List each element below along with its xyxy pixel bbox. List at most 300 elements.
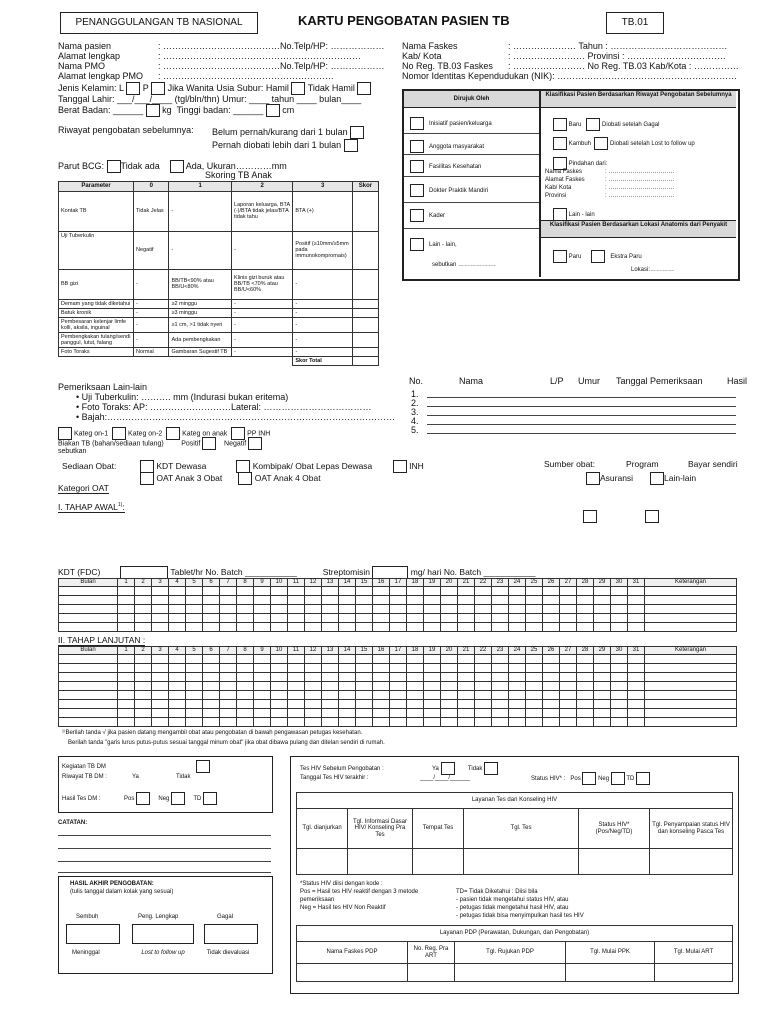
- day-cell[interactable]: [356, 614, 373, 623]
- day-cell[interactable]: [628, 691, 645, 700]
- ket-cell[interactable]: [645, 596, 737, 605]
- day-cell[interactable]: [339, 691, 356, 700]
- day-cell[interactable]: [237, 605, 254, 614]
- day-cell[interactable]: [135, 623, 152, 632]
- ket-cell[interactable]: [645, 682, 737, 691]
- day-cell[interactable]: [543, 605, 560, 614]
- day-cell[interactable]: [594, 664, 611, 673]
- bajah-field[interactable]: Bajah:……………………………………………………………………………………: [81, 411, 396, 422]
- day-cell[interactable]: [135, 664, 152, 673]
- day-cell[interactable]: [356, 691, 373, 700]
- day-cell[interactable]: [186, 596, 203, 605]
- day-cell[interactable]: [135, 596, 152, 605]
- day-cell[interactable]: [118, 691, 135, 700]
- day-cell[interactable]: [254, 587, 271, 596]
- day-cell[interactable]: [441, 605, 458, 614]
- day-cell[interactable]: [407, 623, 424, 632]
- day-cell[interactable]: [305, 623, 322, 632]
- day-cell[interactable]: [390, 682, 407, 691]
- bulan-cell[interactable]: [59, 691, 118, 700]
- checkbox-kambuh[interactable]: [553, 137, 567, 150]
- day-cell[interactable]: [475, 587, 492, 596]
- day-cell[interactable]: [118, 673, 135, 682]
- day-cell[interactable]: [169, 605, 186, 614]
- day-cell[interactable]: [526, 587, 543, 596]
- checkbox-dm-neg[interactable]: [171, 792, 185, 805]
- day-cell[interactable]: [390, 596, 407, 605]
- day-cell[interactable]: [118, 709, 135, 718]
- checkbox-hiv-td[interactable]: [636, 772, 650, 785]
- day-cell[interactable]: [237, 700, 254, 709]
- checkbox-positif[interactable]: [202, 437, 216, 450]
- day-cell[interactable]: [186, 700, 203, 709]
- day-cell[interactable]: [373, 587, 390, 596]
- checkbox-negatif[interactable]: [248, 437, 262, 450]
- pmo-field[interactable]: : …………………………………No.Telp/HP: ………………: [158, 60, 385, 71]
- day-cell[interactable]: [611, 718, 628, 727]
- day-cell[interactable]: [594, 673, 611, 682]
- day-cell[interactable]: [475, 718, 492, 727]
- day-cell[interactable]: [356, 673, 373, 682]
- day-cell[interactable]: [271, 673, 288, 682]
- day-cell[interactable]: [458, 709, 475, 718]
- day-cell[interactable]: [509, 605, 526, 614]
- day-cell[interactable]: [509, 700, 526, 709]
- day-cell[interactable]: [390, 709, 407, 718]
- day-cell[interactable]: [169, 587, 186, 596]
- day-cell[interactable]: [356, 718, 373, 727]
- checkbox-oat-4[interactable]: [238, 472, 252, 485]
- catatan-line[interactable]: [58, 861, 271, 862]
- day-cell[interactable]: [577, 700, 594, 709]
- day-cell[interactable]: [577, 655, 594, 664]
- day-cell[interactable]: [611, 700, 628, 709]
- day-cell[interactable]: [169, 655, 186, 664]
- day-cell[interactable]: [560, 673, 577, 682]
- day-cell[interactable]: [424, 700, 441, 709]
- day-cell[interactable]: [203, 700, 220, 709]
- foto-toraks-field[interactable]: Foto Toraks: AP: ………………………Lateral: ………………………………: [81, 401, 372, 412]
- day-cell[interactable]: [407, 709, 424, 718]
- checkbox-pernah[interactable]: [344, 139, 358, 152]
- day-cell[interactable]: [628, 605, 645, 614]
- checkbox-gagal[interactable]: [586, 118, 600, 131]
- nama-pasien-field[interactable]: : …………………………………No.Telp/HP: ………………: [158, 41, 385, 51]
- day-cell[interactable]: [339, 718, 356, 727]
- day-cell[interactable]: [118, 587, 135, 596]
- checkbox-tahap-2[interactable]: [645, 510, 659, 523]
- day-cell[interactable]: [441, 614, 458, 623]
- day-cell[interactable]: [169, 614, 186, 623]
- day-cell[interactable]: [560, 691, 577, 700]
- day-cell[interactable]: [271, 596, 288, 605]
- day-cell[interactable]: [509, 655, 526, 664]
- day-cell[interactable]: [322, 691, 339, 700]
- day-cell[interactable]: [254, 718, 271, 727]
- day-cell[interactable]: [424, 614, 441, 623]
- day-cell[interactable]: [203, 709, 220, 718]
- day-cell[interactable]: [577, 587, 594, 596]
- day-cell[interactable]: [475, 623, 492, 632]
- day-cell[interactable]: [441, 682, 458, 691]
- day-cell[interactable]: [203, 605, 220, 614]
- day-cell[interactable]: [611, 596, 628, 605]
- day-cell[interactable]: [441, 596, 458, 605]
- day-cell[interactable]: [237, 718, 254, 727]
- faskes-kab-field[interactable]: : …………………… Provinsi : ……………………………: [508, 50, 727, 61]
- day-cell[interactable]: [509, 691, 526, 700]
- day-cell[interactable]: [220, 596, 237, 605]
- day-cell[interactable]: [458, 691, 475, 700]
- day-cell[interactable]: [560, 614, 577, 623]
- day-cell[interactable]: [237, 587, 254, 596]
- day-cell[interactable]: [203, 623, 220, 632]
- day-cell[interactable]: [458, 700, 475, 709]
- day-cell[interactable]: [441, 664, 458, 673]
- day-cell[interactable]: [373, 655, 390, 664]
- day-cell[interactable]: [611, 709, 628, 718]
- day-cell[interactable]: [373, 718, 390, 727]
- day-cell[interactable]: [118, 596, 135, 605]
- day-cell[interactable]: [356, 623, 373, 632]
- day-cell[interactable]: [424, 605, 441, 614]
- day-cell[interactable]: [339, 673, 356, 682]
- day-cell[interactable]: [118, 682, 135, 691]
- day-cell[interactable]: [305, 682, 322, 691]
- kontak-line[interactable]: [427, 397, 736, 398]
- bulan-cell[interactable]: [59, 605, 118, 614]
- day-cell[interactable]: [475, 655, 492, 664]
- day-cell[interactable]: [560, 718, 577, 727]
- day-cell[interactable]: [628, 623, 645, 632]
- day-cell[interactable]: [492, 673, 509, 682]
- day-cell[interactable]: [611, 655, 628, 664]
- day-cell[interactable]: [492, 709, 509, 718]
- day-cell[interactable]: [373, 664, 390, 673]
- day-cell[interactable]: [492, 623, 509, 632]
- day-cell[interactable]: [271, 691, 288, 700]
- day-cell[interactable]: [271, 718, 288, 727]
- day-cell[interactable]: [526, 655, 543, 664]
- checkbox-dm-td[interactable]: [203, 792, 217, 805]
- day-cell[interactable]: [169, 700, 186, 709]
- checkbox-rujuk-4[interactable]: [410, 184, 424, 197]
- day-cell[interactable]: [220, 718, 237, 727]
- day-cell[interactable]: [356, 587, 373, 596]
- checkbox-tidak-ada[interactable]: [107, 160, 121, 173]
- day-cell[interactable]: [611, 673, 628, 682]
- day-cell[interactable]: [543, 596, 560, 605]
- day-cell[interactable]: [135, 709, 152, 718]
- day-cell[interactable]: [424, 718, 441, 727]
- day-cell[interactable]: [492, 614, 509, 623]
- checkbox-hiv-pos[interactable]: [582, 772, 596, 785]
- day-cell[interactable]: [526, 605, 543, 614]
- day-cell[interactable]: [169, 673, 186, 682]
- day-cell[interactable]: [186, 623, 203, 632]
- day-cell[interactable]: [118, 605, 135, 614]
- tanggal-lahir-field[interactable]: Tanggal Lahir: ___/___/____ (tgl/bln/thn) Umur: ____ tahun ____ bulan____: [58, 93, 362, 104]
- day-cell[interactable]: [492, 655, 509, 664]
- day-cell[interactable]: [322, 664, 339, 673]
- day-cell[interactable]: [237, 691, 254, 700]
- faskes-reg-field[interactable]: : …………………… No Reg. TB.03 Kab/Kota : ……………: [508, 60, 739, 71]
- day-cell[interactable]: [322, 605, 339, 614]
- day-cell[interactable]: [577, 691, 594, 700]
- day-cell[interactable]: [424, 596, 441, 605]
- day-cell[interactable]: [577, 682, 594, 691]
- score-cell[interactable]: [352, 191, 378, 231]
- day-cell[interactable]: [152, 587, 169, 596]
- day-cell[interactable]: [305, 673, 322, 682]
- day-cell[interactable]: [186, 614, 203, 623]
- day-cell[interactable]: [475, 709, 492, 718]
- day-cell[interactable]: [237, 709, 254, 718]
- day-cell[interactable]: [373, 605, 390, 614]
- day-cell[interactable]: [237, 673, 254, 682]
- tinggi-box[interactable]: [266, 104, 280, 117]
- day-cell[interactable]: [322, 673, 339, 682]
- day-cell[interactable]: [220, 614, 237, 623]
- checkbox-hamil[interactable]: [291, 82, 305, 95]
- day-cell[interactable]: [152, 596, 169, 605]
- day-cell[interactable]: [254, 664, 271, 673]
- day-cell[interactable]: [339, 587, 356, 596]
- kontak-line[interactable]: [427, 406, 736, 407]
- day-cell[interactable]: [373, 673, 390, 682]
- day-cell[interactable]: [577, 673, 594, 682]
- day-cell[interactable]: [407, 673, 424, 682]
- checkbox-laki[interactable]: [126, 82, 140, 95]
- day-cell[interactable]: [322, 596, 339, 605]
- day-cell[interactable]: [288, 718, 305, 727]
- day-cell[interactable]: [628, 709, 645, 718]
- day-cell[interactable]: [152, 709, 169, 718]
- day-cell[interactable]: [509, 623, 526, 632]
- day-cell[interactable]: [288, 709, 305, 718]
- day-cell[interactable]: [305, 587, 322, 596]
- checkbox-perempuan[interactable]: [151, 82, 165, 95]
- day-cell[interactable]: [186, 664, 203, 673]
- checkbox-oat-3[interactable]: [140, 472, 154, 485]
- day-cell[interactable]: [509, 682, 526, 691]
- day-cell[interactable]: [441, 623, 458, 632]
- score-cell[interactable]: [352, 347, 378, 356]
- day-cell[interactable]: [203, 718, 220, 727]
- day-cell[interactable]: [611, 691, 628, 700]
- day-cell[interactable]: [203, 691, 220, 700]
- day-cell[interactable]: [288, 623, 305, 632]
- day-cell[interactable]: [288, 614, 305, 623]
- day-cell[interactable]: [135, 691, 152, 700]
- day-cell[interactable]: [441, 655, 458, 664]
- kontak-line[interactable]: [427, 415, 736, 416]
- day-cell[interactable]: [271, 664, 288, 673]
- day-cell[interactable]: [458, 596, 475, 605]
- day-cell[interactable]: [356, 700, 373, 709]
- day-cell[interactable]: [118, 623, 135, 632]
- day-cell[interactable]: [441, 718, 458, 727]
- day-cell[interactable]: [390, 664, 407, 673]
- day-cell[interactable]: [560, 700, 577, 709]
- day-cell[interactable]: [543, 673, 560, 682]
- day-cell[interactable]: [135, 614, 152, 623]
- alamat-pmo-field[interactable]: : …………………………………………………: [158, 70, 335, 81]
- day-cell[interactable]: [526, 718, 543, 727]
- checkbox-ekstra[interactable]: [591, 250, 605, 263]
- catatan-line[interactable]: [58, 835, 271, 836]
- day-cell[interactable]: [628, 587, 645, 596]
- day-cell[interactable]: [407, 682, 424, 691]
- day-cell[interactable]: [407, 605, 424, 614]
- day-cell[interactable]: [186, 709, 203, 718]
- day-cell[interactable]: [424, 709, 441, 718]
- checkbox-ada[interactable]: [170, 160, 184, 173]
- day-cell[interactable]: [577, 596, 594, 605]
- day-cell[interactable]: [373, 596, 390, 605]
- bulan-cell[interactable]: [59, 664, 118, 673]
- day-cell[interactable]: [492, 718, 509, 727]
- day-cell[interactable]: [118, 664, 135, 673]
- checkbox-dm-pos[interactable]: [136, 792, 150, 805]
- day-cell[interactable]: [577, 605, 594, 614]
- day-cell[interactable]: [475, 700, 492, 709]
- day-cell[interactable]: [424, 691, 441, 700]
- day-cell[interactable]: [526, 614, 543, 623]
- day-cell[interactable]: [237, 614, 254, 623]
- day-cell[interactable]: [220, 700, 237, 709]
- score-cell[interactable]: [352, 299, 378, 308]
- faskes-nama-field[interactable]: : ………………… Tahun : …………………………………: [508, 41, 728, 51]
- day-cell[interactable]: [407, 664, 424, 673]
- bulan-cell[interactable]: [59, 709, 118, 718]
- day-cell[interactable]: [152, 718, 169, 727]
- day-cell[interactable]: [356, 596, 373, 605]
- score-cell[interactable]: [352, 269, 378, 299]
- day-cell[interactable]: [509, 709, 526, 718]
- day-cell[interactable]: [611, 623, 628, 632]
- day-cell[interactable]: [339, 605, 356, 614]
- day-cell[interactable]: [611, 682, 628, 691]
- day-cell[interactable]: [458, 718, 475, 727]
- day-cell[interactable]: [169, 596, 186, 605]
- day-cell[interactable]: [288, 673, 305, 682]
- day-cell[interactable]: [220, 587, 237, 596]
- day-cell[interactable]: [475, 673, 492, 682]
- day-cell[interactable]: [390, 691, 407, 700]
- sembuh-box[interactable]: [66, 924, 120, 944]
- berat-badan-field[interactable]: Berat Badan: ______: [58, 105, 144, 116]
- uji-tuberkulin-field[interactable]: Uji Tuberkulin: ………. mm (Indurasi bukan eritema): [81, 391, 289, 402]
- day-cell[interactable]: [322, 700, 339, 709]
- day-cell[interactable]: [339, 614, 356, 623]
- checkbox-hiv-neg[interactable]: [611, 772, 625, 785]
- day-cell[interactable]: [492, 587, 509, 596]
- day-cell[interactable]: [271, 655, 288, 664]
- day-cell[interactable]: [203, 682, 220, 691]
- checkbox-lain-obat[interactable]: [650, 472, 664, 485]
- day-cell[interactable]: [543, 655, 560, 664]
- bulan-cell[interactable]: [59, 700, 118, 709]
- ket-cell[interactable]: [645, 587, 737, 596]
- day-cell[interactable]: [611, 614, 628, 623]
- day-cell[interactable]: [203, 596, 220, 605]
- day-cell[interactable]: [356, 655, 373, 664]
- bulan-cell[interactable]: [59, 614, 118, 623]
- score-cell[interactable]: [352, 317, 378, 332]
- day-cell[interactable]: [594, 655, 611, 664]
- day-cell[interactable]: [152, 605, 169, 614]
- day-cell[interactable]: [254, 709, 271, 718]
- day-cell[interactable]: [594, 605, 611, 614]
- day-cell[interactable]: [628, 700, 645, 709]
- day-cell[interactable]: [237, 682, 254, 691]
- day-cell[interactable]: [322, 709, 339, 718]
- nik-field[interactable]: Nomor Identitas Kependudukan (NIK): ……………………………………………………: [402, 70, 738, 81]
- day-cell[interactable]: [220, 682, 237, 691]
- berat-box[interactable]: [146, 104, 160, 117]
- day-cell[interactable]: [492, 691, 509, 700]
- day-cell[interactable]: [135, 682, 152, 691]
- day-cell[interactable]: [526, 596, 543, 605]
- day-cell[interactable]: [628, 673, 645, 682]
- day-cell[interactable]: [390, 700, 407, 709]
- day-cell[interactable]: [322, 587, 339, 596]
- day-cell[interactable]: [339, 709, 356, 718]
- day-cell[interactable]: [118, 700, 135, 709]
- day-cell[interactable]: [186, 605, 203, 614]
- day-cell[interactable]: [254, 614, 271, 623]
- checkbox-rujuk-5[interactable]: [410, 209, 424, 222]
- day-cell[interactable]: [543, 587, 560, 596]
- day-cell[interactable]: [509, 596, 526, 605]
- day-cell[interactable]: [543, 718, 560, 727]
- day-cell[interactable]: [339, 664, 356, 673]
- day-cell[interactable]: [390, 673, 407, 682]
- checkbox-rujuk-1[interactable]: [410, 117, 424, 130]
- checkbox-tahap-1[interactable]: [583, 510, 597, 523]
- day-cell[interactable]: [424, 587, 441, 596]
- day-cell[interactable]: [441, 709, 458, 718]
- day-cell[interactable]: [288, 691, 305, 700]
- day-cell[interactable]: [611, 587, 628, 596]
- day-cell[interactable]: [407, 614, 424, 623]
- day-cell[interactable]: [356, 682, 373, 691]
- day-cell[interactable]: [203, 655, 220, 664]
- day-cell[interactable]: [577, 718, 594, 727]
- day-cell[interactable]: [475, 664, 492, 673]
- checkbox-rujuk-3[interactable]: [410, 160, 424, 173]
- day-cell[interactable]: [135, 605, 152, 614]
- day-cell[interactable]: [543, 682, 560, 691]
- day-cell[interactable]: [509, 664, 526, 673]
- day-cell[interactable]: [254, 691, 271, 700]
- day-cell[interactable]: [271, 587, 288, 596]
- day-cell[interactable]: [220, 655, 237, 664]
- bulan-cell[interactable]: [59, 673, 118, 682]
- score-cell[interactable]: [352, 308, 378, 317]
- day-cell[interactable]: [220, 673, 237, 682]
- checkbox-inh[interactable]: [393, 460, 407, 473]
- day-cell[interactable]: [305, 718, 322, 727]
- day-cell[interactable]: [118, 614, 135, 623]
- bulan-cell[interactable]: [59, 655, 118, 664]
- ket-cell[interactable]: [645, 655, 737, 664]
- day-cell[interactable]: [594, 614, 611, 623]
- rujuk-sebutkan[interactable]: sebutkan ……………….: [432, 262, 496, 268]
- day-cell[interactable]: [526, 623, 543, 632]
- day-cell[interactable]: [458, 673, 475, 682]
